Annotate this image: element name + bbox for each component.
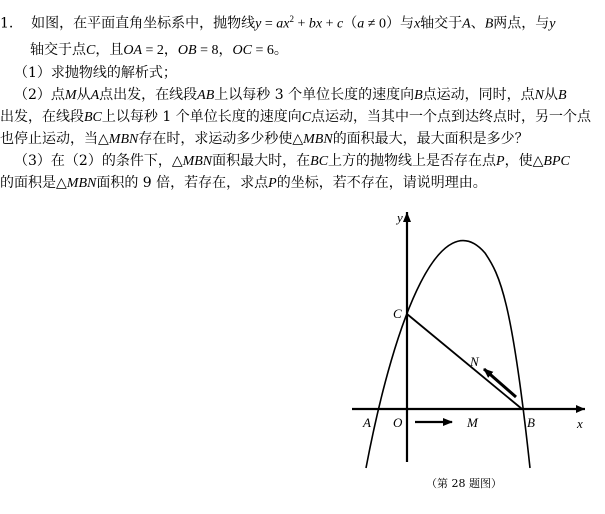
- question-2-line-3: 也停止运动，当△MBN存在时，求运动多少秒使△MBN的面积最大，最大面积是多少？: [0, 131, 529, 147]
- problem-number: 1.: [0, 15, 14, 32]
- question-3-line-1: （3）在（2）的条件下，△MBN面积最大时，在BC上方的抛物线上是否存在点P，使△BPC: [14, 153, 570, 169]
- x-axis-arrow-icon: [576, 405, 585, 413]
- origin-label: O: [393, 415, 403, 430]
- figure-caption: （第 28 题图）: [426, 477, 502, 490]
- y-axis-arrow-icon: [403, 212, 411, 222]
- y-axis-label: y: [397, 210, 403, 225]
- point-n-label: N: [470, 354, 479, 369]
- n-motion-arrow: [484, 369, 516, 397]
- question-1: （1）求抛物线的解析式；: [14, 65, 177, 81]
- question-3-line-2: 的面积是△MBN面积的 9 倍，若存在，求点P的坐标，若不存在，请说明理由。: [0, 175, 487, 191]
- problem-line-2: 轴交于点C，且OA = 2，OB = 8，OC = 6。: [30, 42, 288, 58]
- point-m-label: M: [467, 415, 478, 430]
- question-2-line-2: 出发，在线段BC上以每秒 1 个单位长度的速度向C点运动，当其中一个点到达终点时，另一个点: [0, 109, 592, 125]
- point-c-label: C: [393, 306, 402, 321]
- x-axis-label: x: [577, 416, 583, 431]
- point-b-label: B: [527, 415, 535, 430]
- parabola-curve: [366, 241, 530, 468]
- point-a-label: A: [363, 415, 371, 430]
- problem-line-1: 1. 如图，在平面直角坐标系中，抛物线$y = ax^2$ + bx + c（a ≠ 0）与x轴交于A、B两点，与y: [0, 14, 556, 32]
- question-2-line-1: （2）点M从A点出发，在线段AB上以每秒 3 个单位长度的速度向B点运动，同时，点N从B: [14, 87, 567, 103]
- segment-bc: [407, 314, 522, 409]
